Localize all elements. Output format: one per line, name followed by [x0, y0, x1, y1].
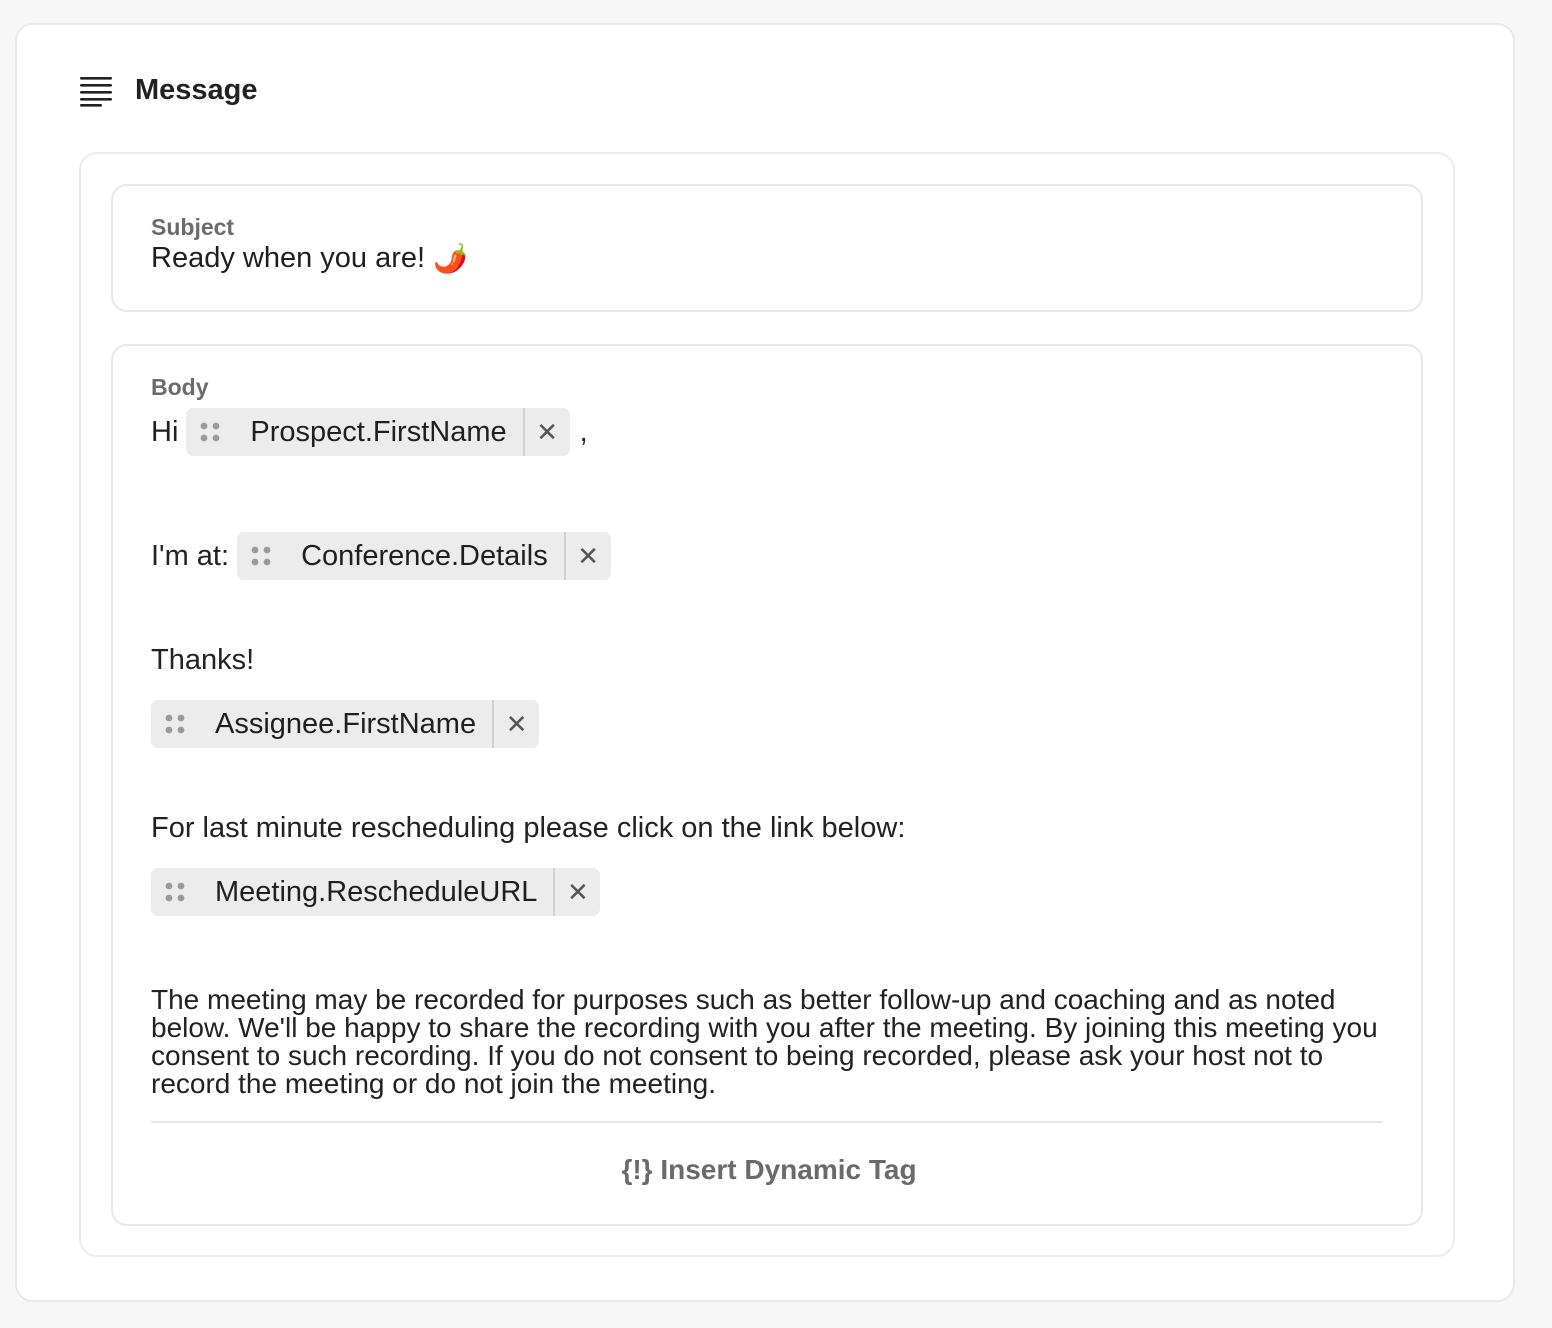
page-title: Message — [135, 73, 258, 106]
drag-handle-icon[interactable] — [151, 700, 199, 748]
tag-label: Prospect.FirstName — [250, 415, 507, 448]
tag-label: Meeting.RescheduleURL — [215, 875, 538, 908]
close-icon[interactable]: ✕ — [505, 708, 528, 739]
divider — [151, 1121, 1383, 1123]
dynamic-tag-prospect[interactable] — [186, 408, 569, 456]
close-icon[interactable]: ✕ — [577, 540, 600, 571]
dynamic-tag-assignee[interactable] — [151, 700, 539, 748]
menu-lines-icon — [79, 73, 113, 107]
tag-label: Assignee.FirstName — [215, 707, 477, 740]
greeting-line — [151, 408, 588, 456]
insert-dynamic-tag-button[interactable]: {!} Insert Dynamic Tag — [621, 1154, 917, 1185]
message-card — [15, 23, 1515, 1302]
signature-line — [151, 700, 539, 748]
subject-input[interactable] — [151, 242, 468, 275]
close-icon[interactable]: ✕ — [536, 416, 559, 447]
location-prefix: I'm at: — [151, 539, 230, 572]
body-field[interactable] — [111, 344, 1423, 1226]
thanks-line: Thanks! — [151, 644, 255, 676]
reschedule-line — [151, 868, 600, 916]
message-header — [79, 70, 258, 110]
chili-pepper-emoji: 🌶️ — [433, 243, 468, 274]
dynamic-tag-reschedule[interactable] — [151, 868, 600, 916]
body-label: Body — [151, 374, 209, 400]
close-icon[interactable]: ✕ — [567, 876, 589, 907]
message-editor — [79, 152, 1455, 1257]
location-line — [151, 532, 611, 580]
greeting-prefix: Hi — [151, 415, 179, 448]
subject-field[interactable] — [111, 184, 1423, 312]
tag-label: Conference.Details — [301, 539, 548, 572]
dynamic-tag-conference[interactable] — [237, 532, 611, 580]
subject-label: Subject — [151, 214, 235, 240]
drag-handle-icon[interactable] — [151, 868, 199, 916]
recording-notice: The meeting may be recorded for purposes such as better follow-up and coaching and as noted below. We'll be happy to share the recording with you after the meeting. By joining this meeting you consent to such recording. If you do not consent to being recorded, please ask your host not to record the meeting or do not join the meeting. — [151, 984, 1378, 1099]
reschedule-text: For last minute rescheduling please click on the link below: — [151, 812, 906, 844]
drag-handle-icon[interactable] — [186, 408, 234, 456]
subject-text: Ready when you are! — [151, 242, 426, 274]
greeting-suffix: , — [579, 415, 588, 448]
drag-handle-icon[interactable] — [237, 532, 285, 580]
